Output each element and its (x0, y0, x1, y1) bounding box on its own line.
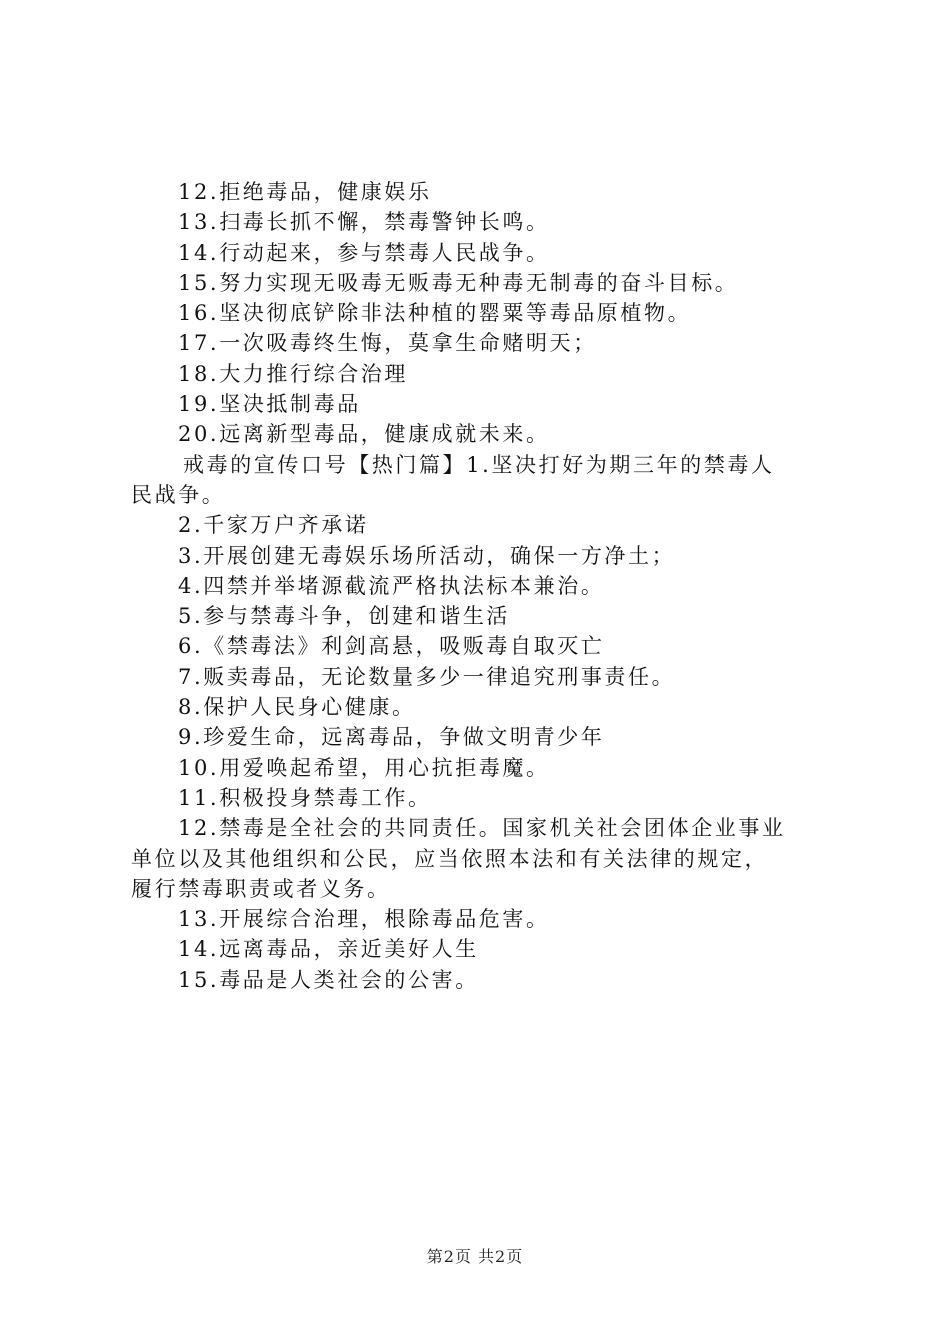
text-line: 民战争。 (131, 482, 226, 507)
text-line: 17.一次吸毒终生悔，莫拿生命赌明天； (178, 331, 597, 356)
text-line: 20.远离新型毒品，健康成就未来。 (178, 422, 550, 447)
text-line: 2.千家万户齐承诺 (178, 513, 369, 538)
text-line: 6.《禁毒法》利剑高悬，吸贩毒自取灭亡 (178, 634, 605, 659)
text-line: 12.拒绝毒品，健康娱乐 (178, 180, 432, 204)
text-line: 19.坚决抵制毒品 (178, 392, 361, 417)
text-line: 履行禁毒职责或者义务。 (131, 876, 391, 901)
text-line: 14.行动起来，参与禁毒人民战争。 (178, 240, 550, 265)
text-line: 13.扫毒长抓不懈，禁毒警钟长鸣。 (178, 210, 550, 235)
document-body (131, 177, 831, 995)
text-line: 15.毒品是人类社会的公害。 (178, 967, 479, 992)
text-line: 13.开展综合治理，根除毒品危害。 (178, 907, 550, 932)
page-footer: 第2页 共2页 (426, 1247, 524, 1266)
text-line: 15.努力实现无吸毒无贩毒无种毒无制毒的奋斗目标。 (178, 270, 739, 295)
section-heading-line: 戒毒的宣传口号【热门篇】1.坚决打好为期三年的禁毒人 (183, 452, 775, 477)
text-line: 8.保护人民身心健康。 (178, 695, 416, 720)
text-line: 9.珍爱生命，远离毒品，争做文明青少年 (178, 725, 605, 750)
text-line: 12.禁毒是全社会的共同责任。国家机关社会团体企业事业 (178, 816, 786, 841)
text-line: 5.参与禁毒斗争，创建和谐生活 (178, 604, 511, 629)
text-line: 18.大力推行综合治理 (178, 361, 408, 386)
text-line: 单位以及其他组织和公民，应当依照本法和有关法律的规定， (131, 846, 769, 871)
text-line: 10.用爱唤起希望，用心抗拒毒魔。 (178, 755, 550, 780)
text-line: 11.积极投身禁毒工作。 (178, 785, 432, 810)
text-line: 16.坚决彻底铲除非法种植的罂粟等毒品原植物。 (178, 301, 692, 326)
text-line: 4.四禁并举堵源截流严格执法标本兼治。 (178, 573, 605, 598)
text-line: 7.贩卖毒品，无论数量多少一律追究刑事责任。 (178, 664, 676, 689)
text-line: 3.开展创建无毒娱乐场所活动，确保一方净土； (178, 543, 676, 568)
text-line: 14.远离毒品，亲近美好人生 (178, 937, 479, 962)
